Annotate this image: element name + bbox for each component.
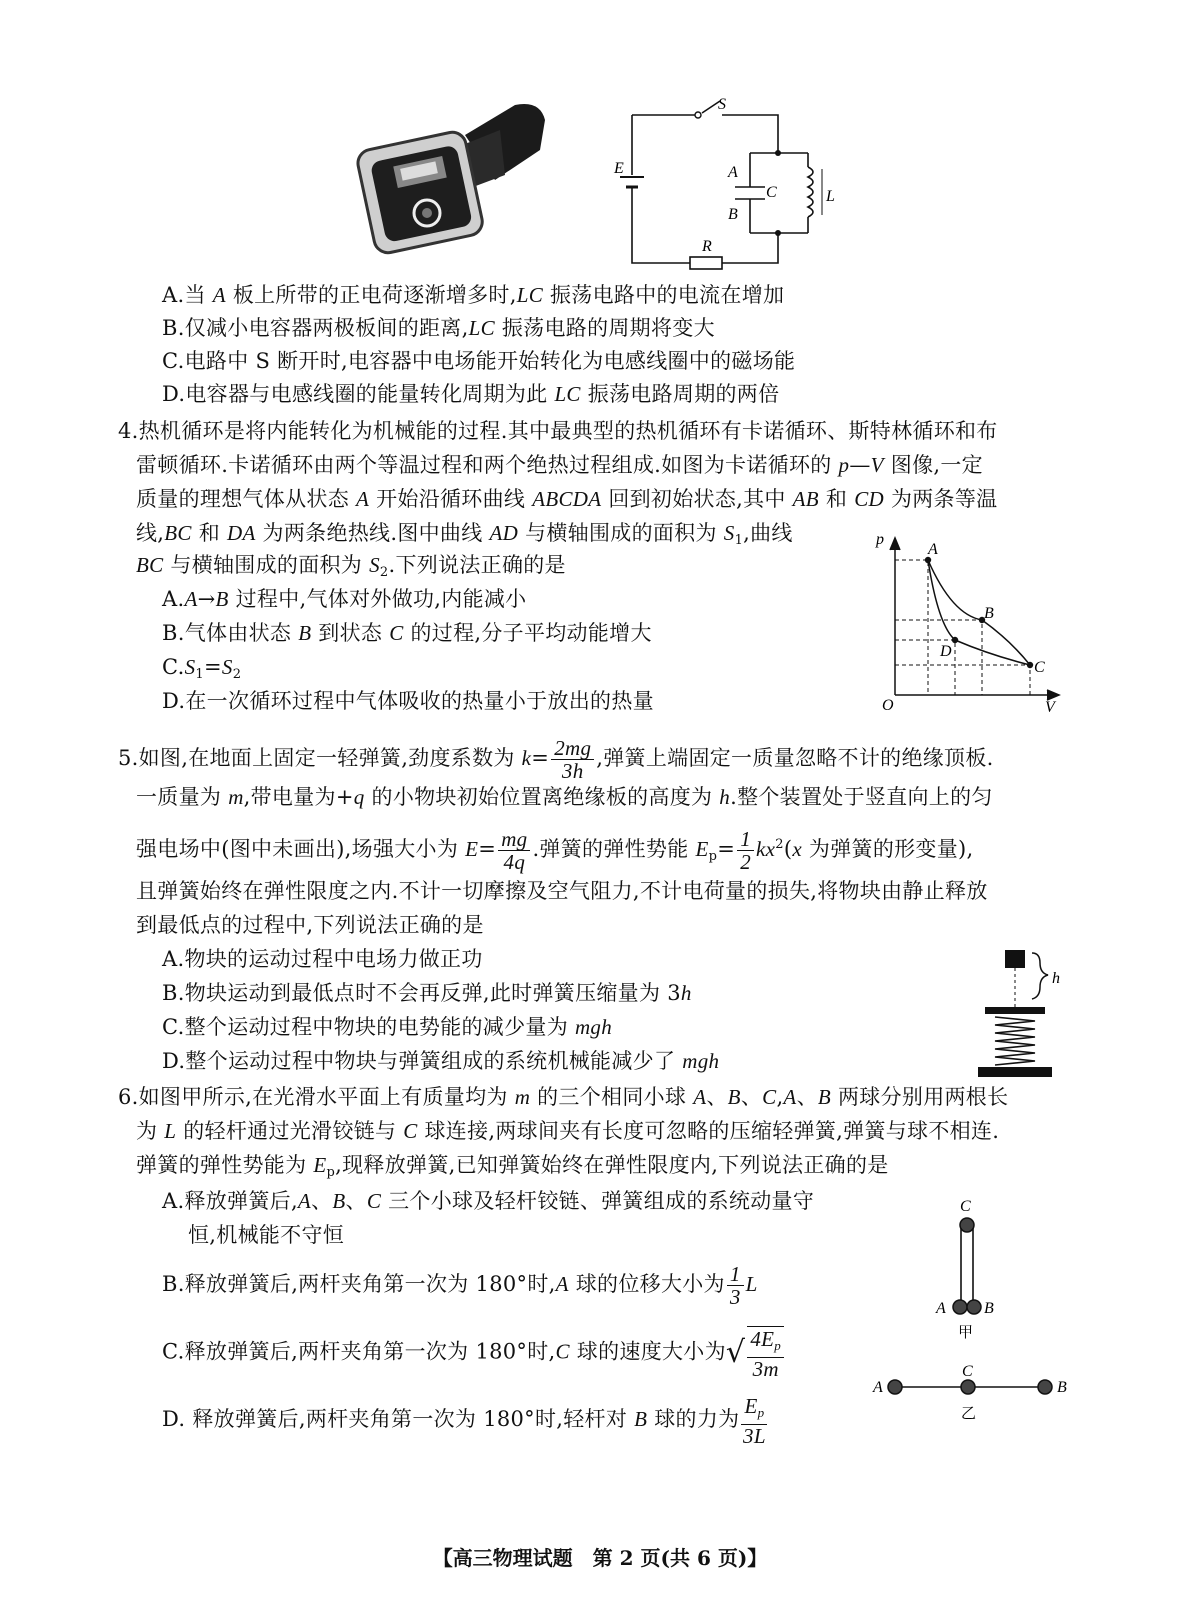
q4-option-a: A.A→B 过程中,气体对外做功,内能减小: [162, 587, 527, 611]
figure-yi-caption: 乙: [961, 1404, 977, 1422]
q6-stem-line-1: 6.如图甲所示,在光滑水平面上有质量均为 m 的三个相同小球 A、B、C,A、B 两球分别用两根长: [118, 1085, 1009, 1109]
q6-option-c: C.释放弹簧后,两杆夹角第一次为 180°时,C 球的速度大小为√ $\frac{4E_p}{3m}$: [162, 1326, 784, 1380]
q5-option-a: A.物块的运动过程中电场力做正功: [162, 947, 483, 971]
q4-stem-line-4: 线,BC 和 DA 为两条绝热线.图中曲线 AD 与横轴围成的面积为 $S_1$,曲线: [136, 521, 793, 548]
q5-option-b: B.物块运动到最低点时不会再反弹,此时弹簧压缩量为 3h: [162, 981, 692, 1005]
pv-point-b-label: B: [984, 605, 994, 622]
pv-cycle-graph: [870, 530, 1070, 715]
q6-option-b: B.释放弹簧后,两杆夹角第一次为 180°时,A 球的位移大小为 $\frac{1}{3}$ L: [162, 1262, 758, 1309]
yi-ball-b-label: B: [1057, 1379, 1067, 1396]
q3-option-b: B.仅减小电容器两极板间的距离,LC 振荡电路的周期将变大: [162, 316, 715, 340]
q5-stem-line-4: 且弹簧始终在弹性限度之内.不计一切摩擦及空气阻力,不计电荷量的损失,将物块由静止释放: [136, 879, 988, 903]
q3-option-d: D.电容器与电感线圈的能量转化周期为此 LC 振荡电路周期的两倍: [162, 382, 780, 406]
plate-b-label: B: [728, 206, 738, 223]
inductor-label: L: [826, 188, 835, 205]
q6-option-a-line-2: 恒,机械能不守恒: [188, 1223, 345, 1247]
device-photo: [355, 95, 555, 255]
q5-option-c: C.整个运动过程中物块的电势能的减少量为 mgh: [162, 1015, 613, 1039]
yi-ball-c-label: C: [962, 1363, 973, 1380]
resistor-label: R: [702, 238, 712, 255]
pv-point-c-label: C: [1034, 659, 1045, 676]
q5-option-d: D.整个运动过程中物块与弹簧组成的系统机械能减少了 mgh: [162, 1049, 720, 1073]
jia-ball-b-label: B: [984, 1300, 994, 1317]
pv-origin-label: O: [882, 697, 894, 714]
three-ball-figure-yi: [865, 1360, 1075, 1430]
q6-option-d: D. 释放弹簧后,两杆夹角第一次为 180°时,轻杆对 B 球的力为 $\frac{E_p}{3L}$: [162, 1393, 766, 1448]
height-h-label: h: [1052, 970, 1060, 987]
lc-circuit-diagram: [610, 95, 860, 275]
spring-block-figure: [970, 945, 1080, 1080]
switch-label: S: [718, 96, 726, 113]
capacitor-label: C: [766, 184, 777, 201]
figure-jia-caption: 甲: [958, 1323, 974, 1341]
pv-point-a-label: A: [928, 541, 938, 558]
q4-option-d: D.在一次循环过程中气体吸收的热量小于放出的热量: [162, 689, 654, 713]
q3-option-a: A.当 A 板上所带的正电荷逐渐增多时,LC 振荡电路中的电流在增加: [162, 283, 785, 307]
pv-axis-p-label: p: [876, 531, 884, 548]
q5-stem-line-1: 5.如图,在地面上固定一轻弹簧,劲度系数为 k= $\frac{2mg}{3h}$ ,弹簧上端固定一质量忽略不计的绝缘顶板.: [118, 736, 994, 783]
q4-stem-line-3: 质量的理想气体从状态 A 开始沿循环曲线 ABCDA 回到初始状态,其中 AB 和 CD 为两条等温: [136, 487, 998, 511]
q5-stem-line-5: 到最低点的过程中,下列说法正确的是: [136, 913, 484, 937]
pv-axis-v-label: V: [1045, 699, 1055, 715]
q4-option-b: B.气体由状态 B 到状态 C 的过程,分子平均动能增大: [162, 621, 652, 645]
q5-stem-line-3: 强电场中(图中未画出),场强大小为 E= $\frac{mg}{4q}$ .弹簧的弹性势能 $E_p=$ $\frac{1}{2}$ $kx^2(x$ 为弹簧的形变量),: [136, 827, 974, 874]
jia-ball-a-label: A: [936, 1300, 946, 1317]
q3-option-c: C.电路中 S 断开时,电容器中电场能开始转化为电感线圈中的磁场能: [162, 349, 796, 373]
yi-ball-a-label: A: [873, 1379, 883, 1396]
emf-label: E: [614, 160, 624, 177]
q4-option-c: $C.S_1=S_2$: [162, 655, 242, 682]
q6-option-a-line-1: A.释放弹簧后,A、B、C 三个小球及轻杆铰链、弹簧组成的系统动量守: [162, 1189, 815, 1213]
q4-stem-line-2: 雷顿循环.卡诺循环由两个等温过程和两个绝热过程组成.如图为卡诺循环的 p—V 图像,一定: [136, 453, 983, 477]
q4-stem-line-1: 4.热机循环是将内能转化为机械能的过程.其中最典型的热机循环有卡诺循环、斯特林循环和布: [118, 419, 998, 443]
three-ball-figure-jia: [920, 1195, 1020, 1345]
pv-point-d-label: D: [940, 643, 952, 660]
q4-stem-line-5: BC 与横轴围成的面积为 $S_2$.下列说法正确的是: [136, 553, 566, 580]
q5-stem-line-2: 一质量为 m,带电量为+q 的小物块初始位置离绝缘板的高度为 h.整个装置处于竖直向上的匀: [136, 785, 993, 809]
q6-stem-line-2: 为 L 的轻杆通过光滑铰链与 C 球连接,两球间夹有长度可忽略的压缩轻弹簧,弹簧与球不相连.: [136, 1119, 1000, 1143]
q6-stem-line-3: 弹簧的弹性势能为 $E_p$,现释放弹簧,已知弹簧始终在弹性限度内,下列说法正确的是: [136, 1153, 889, 1180]
page-footer: 【高三物理试题 第 2 页(共 6 页)】: [432, 1546, 768, 1570]
plate-a-label: A: [728, 164, 738, 181]
jia-ball-c-label: C: [960, 1198, 971, 1215]
